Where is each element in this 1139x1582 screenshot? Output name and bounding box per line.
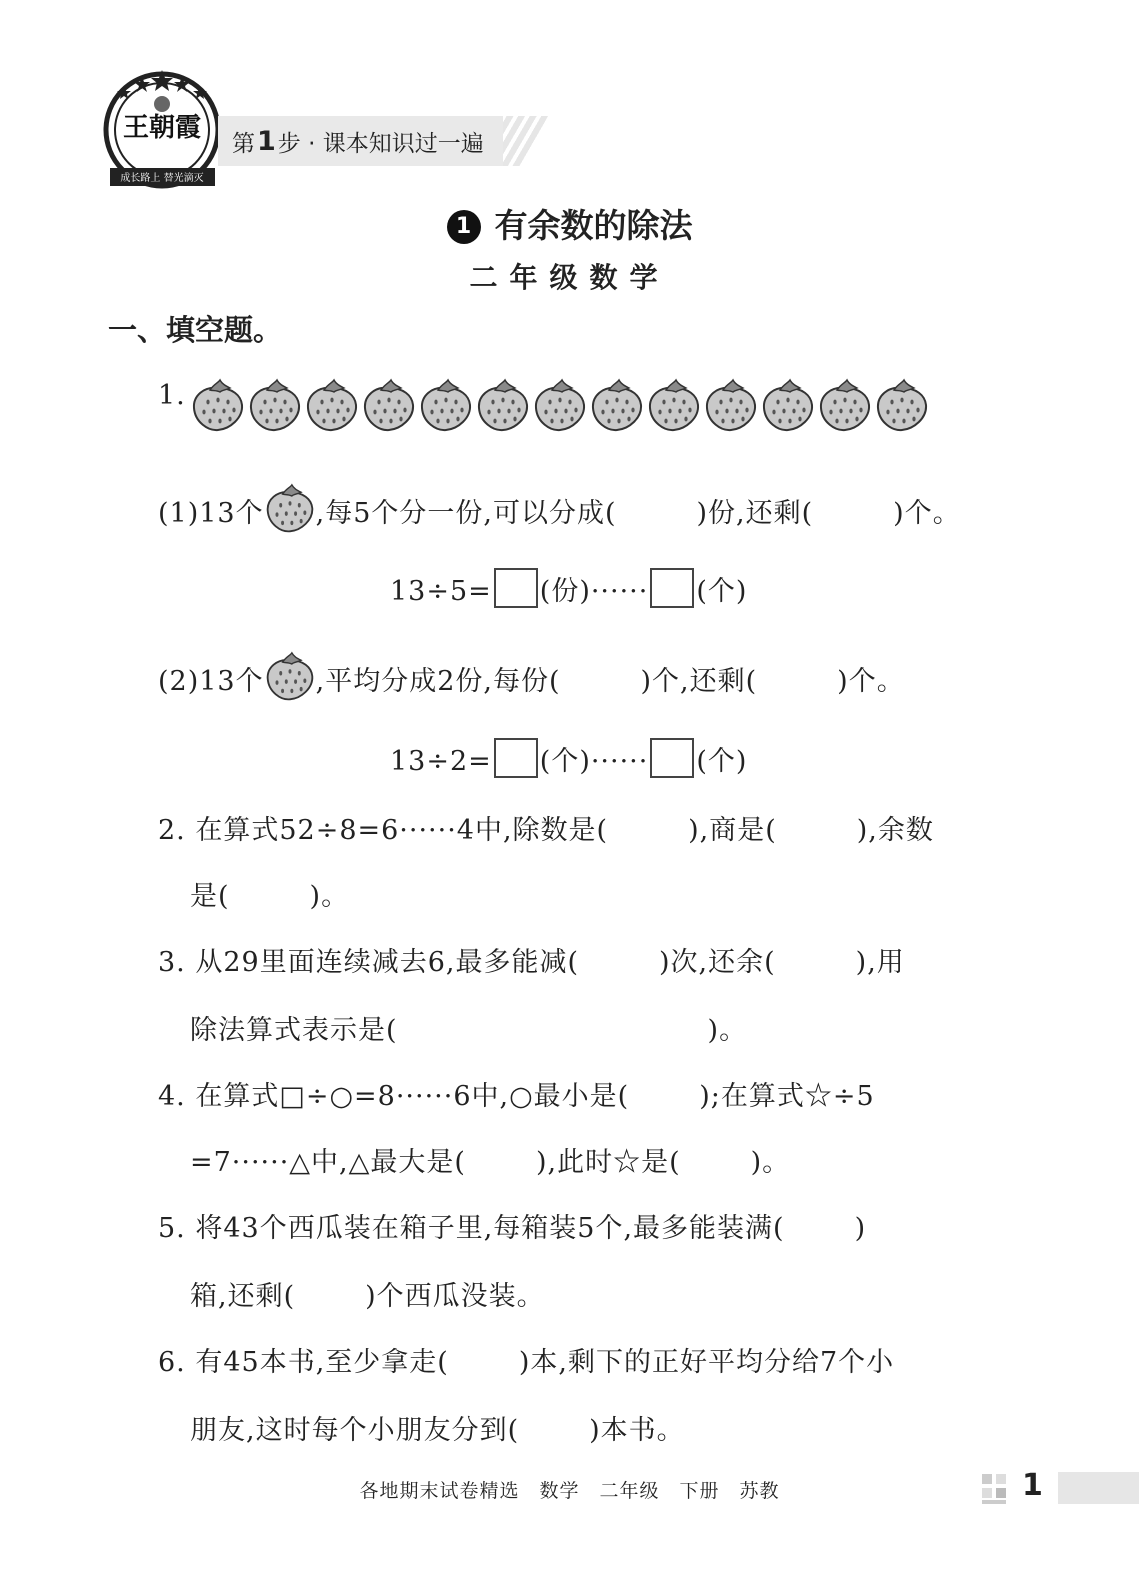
q1-equation1: 13÷5= (份)······ (个)	[390, 568, 747, 608]
lesson-number-badge: 1	[447, 210, 481, 244]
page-footer: 各地期末试卷精选 数学 二年级 下册 苏教	[359, 1480, 780, 1502]
strawberry-icon	[646, 378, 702, 434]
brand-logo	[100, 68, 225, 193]
lesson-title: 1 有余数的除法	[0, 200, 1139, 247]
q3-line1: 3. 从29里面连续减去6,最多能减( )次,还余( ),用	[158, 947, 905, 978]
strawberry-icon	[418, 378, 474, 434]
q6-line1: 6. 有45本书,至少拿走( )本,剩下的正好平均分给7个小	[158, 1347, 895, 1378]
strawberry-icon	[190, 378, 246, 434]
strawberry-icon	[874, 378, 930, 434]
q1-part1: (1)13个 ,每5个分一份,可以分成( )份,还剩( )个。	[158, 482, 961, 536]
strawberry-row	[190, 378, 930, 434]
strawberry-icon	[475, 378, 531, 434]
q2-line1: 2. 在算式52÷8=6······4中,除数是( ),商是( ),余数	[158, 815, 934, 846]
strawberry-icon	[703, 378, 759, 434]
answer-box[interactable]	[650, 738, 694, 778]
page-corner-decoration	[980, 1470, 1020, 1506]
page-number: 1	[1022, 1468, 1043, 1503]
lesson-subtitle: 二年级数学	[469, 261, 670, 294]
answer-box[interactable]	[650, 568, 694, 608]
q4-line1: 4. 在算式□÷○=8······6中,○最小是( );在算式☆÷5	[158, 1081, 875, 1112]
q5-line2: 箱,还剩( )个西瓜没装。	[190, 1281, 545, 1312]
page-header	[100, 68, 560, 208]
q1-label: 1.	[158, 380, 186, 411]
strawberry-icon	[589, 378, 645, 434]
q6-line2: 朋友,这时每个小朋友分到( )本书。	[190, 1415, 685, 1446]
answer-box[interactable]	[494, 738, 538, 778]
q1-part2: (2)13个 ,平均分成2份,每份( )个,还剩( )个。	[158, 650, 905, 704]
strawberry-icon	[247, 378, 303, 434]
strawberry-icon	[532, 378, 588, 434]
strawberry-icon	[760, 378, 816, 434]
strawberry-icon	[361, 378, 417, 434]
q2-line2: 是( )。	[190, 881, 350, 912]
svg-text:成长路上 替光滴灭: 成长路上 替光滴灭	[120, 173, 204, 184]
q5-line1: 5. 将43个西瓜装在箱子里,每箱装5个,最多能装满( )	[158, 1213, 867, 1244]
strawberry-icon	[264, 482, 316, 536]
step-label: 第 1 步 · 课本知识过一遍	[218, 116, 503, 166]
section-heading: 一、填空题。	[108, 313, 283, 347]
answer-box[interactable]	[494, 568, 538, 608]
svg-text:王朝霞: 王朝霞	[122, 113, 202, 143]
q4-line2: =7······△中,△最大是( ),此时☆是( )。	[190, 1147, 791, 1178]
strawberry-icon	[264, 650, 316, 704]
q1-equation2: 13÷2= (个)······ (个)	[390, 738, 747, 778]
page-bar	[1058, 1472, 1139, 1504]
strawberry-icon	[817, 378, 873, 434]
q3-line2: 除法算式表示是( )。	[190, 1015, 748, 1046]
strawberry-icon	[304, 378, 360, 434]
